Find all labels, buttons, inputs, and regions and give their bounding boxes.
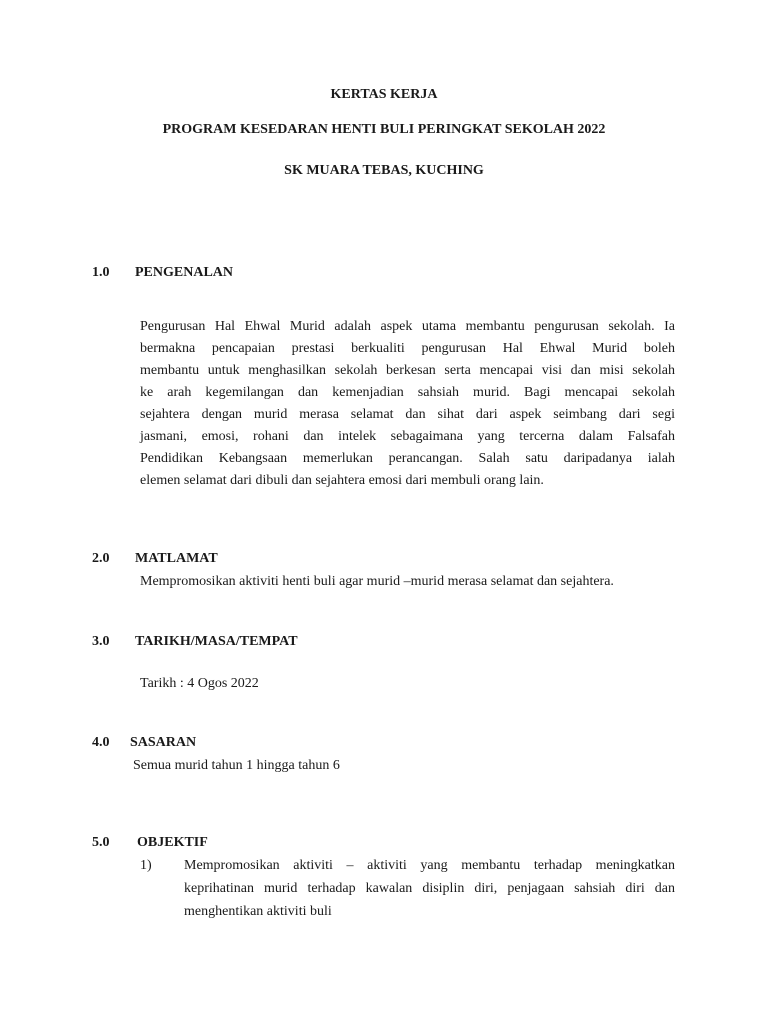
list-item-line: Mempromosikan aktiviti – aktiviti yang membantu terhadap meningkatkan xyxy=(184,858,675,873)
school-name: SK MUARA TEBAS, KUCHING xyxy=(284,163,484,178)
matlamat-text: Mempromosikan aktiviti henti buli agar murid –murid merasa selamat dan sejahtera. xyxy=(140,574,614,589)
program-title: PROGRAM KESEDARAN HENTI BULI PERINGKAT SEKOLAH 2022 xyxy=(162,122,606,137)
tarikh-text: Tarikh : 4 Ogos 2022 xyxy=(140,676,259,691)
paragraph-line: ke arah kegemilangan dan kemenjadian sahsiah murid. Bagi mencapai sekolah xyxy=(140,385,675,400)
list-item-line: keprihatinan murid terhadap kawalan disiplin diri, penjagaan sahsiah diri dan xyxy=(184,881,675,896)
paragraph-line: sejahtera dengan murid merasa selamat dan sihat dari aspek seimbang dari segi xyxy=(140,407,675,422)
section-heading-matlamat: MATLAMAT xyxy=(135,551,218,566)
section-number-1: 1.0 xyxy=(92,265,110,280)
paragraph-line: membantu untuk menghasilkan sekolah berkesan serta mencapai visi dan misi sekolah xyxy=(140,363,675,378)
section-number-2: 2.0 xyxy=(92,551,110,566)
paragraph-line: bermakna pencapaian prestasi berkualiti pengurusan Hal Ehwal Murid boleh xyxy=(140,341,675,356)
sasaran-text: Semua murid tahun 1 hingga tahun 6 xyxy=(133,758,340,773)
section-heading-pengenalan: PENGENALAN xyxy=(135,265,234,280)
section-number-5: 5.0 xyxy=(92,835,110,850)
paragraph-line: Pendidikan Kebangsaan memerlukan perancangan. Salah satu daripadanya ialah xyxy=(140,451,675,466)
doc-title: KERTAS KERJA xyxy=(330,87,438,102)
list-item-line: menghentikan aktiviti buli xyxy=(184,904,332,919)
section-number-4: 4.0 xyxy=(92,735,110,750)
section-heading-sasaran: SASARAN xyxy=(130,735,197,750)
paragraph-line: Pengurusan Hal Ehwal Murid adalah aspek utama membantu pengurusan sekolah. Ia xyxy=(140,319,675,334)
section-number-3: 3.0 xyxy=(92,634,110,649)
paragraph-line: elemen selamat dari dibuli dan sejahtera emosi dari membuli orang lain. xyxy=(140,473,544,488)
section-heading-objektif: OBJEKTIF xyxy=(137,835,208,850)
list-item-marker: 1) xyxy=(140,858,152,873)
paragraph-line: jasmani, emosi, rohani dan intelek sebagaimana yang tercerna dalam Falsafah xyxy=(140,429,675,444)
section-heading-tarikh: TARIKH/MASA/TEMPAT xyxy=(135,634,298,649)
